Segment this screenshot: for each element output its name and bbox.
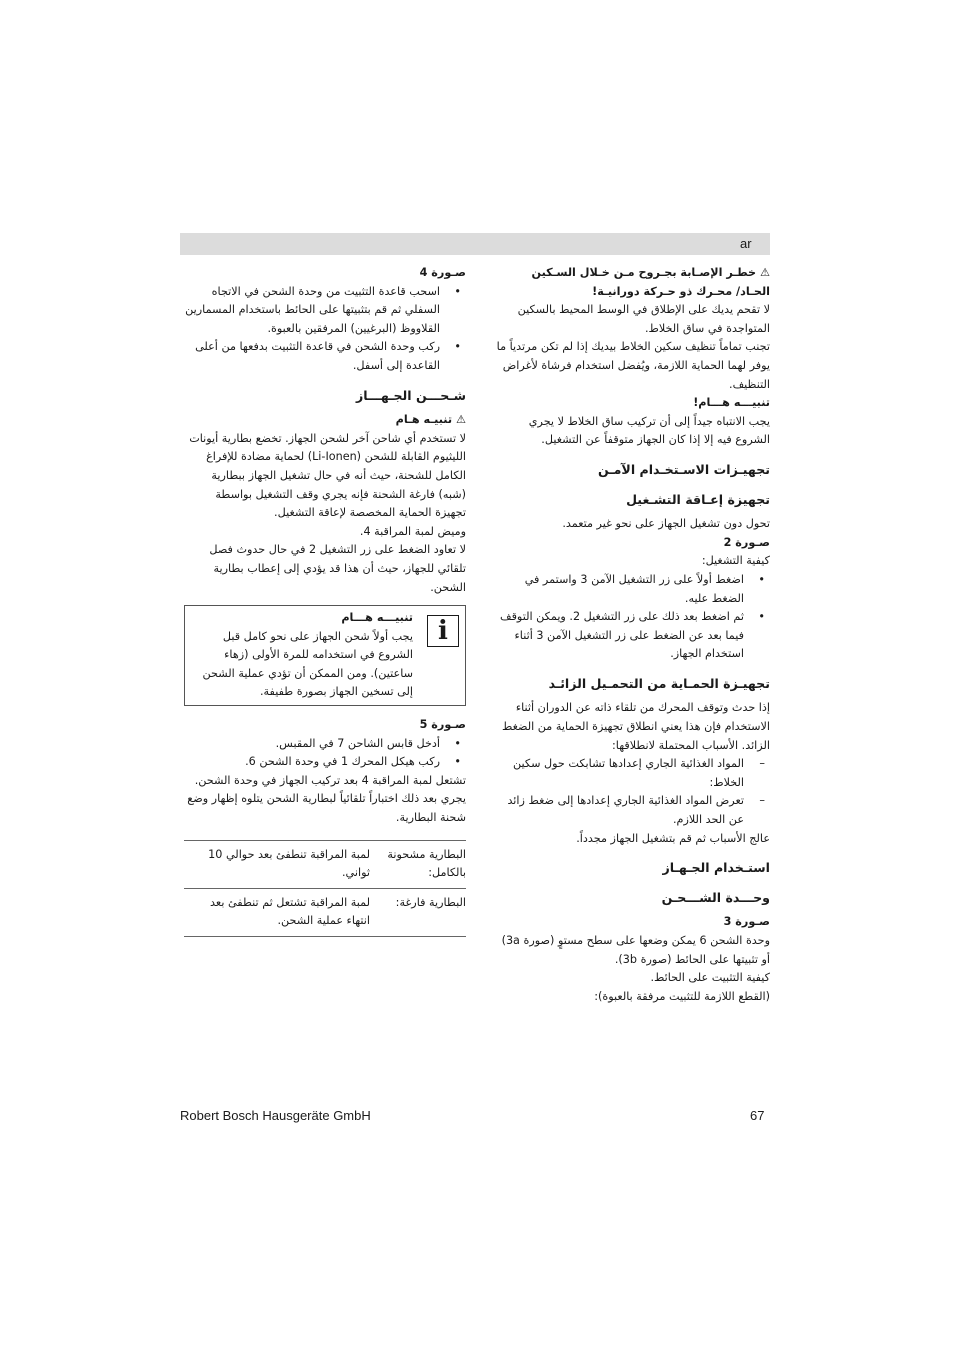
status-key: البطارية فارغة: [395, 895, 466, 909]
figure-4-label: صـورة 4 [419, 266, 466, 279]
important-title-2: ⚠ تنبيـه هـام [395, 413, 466, 427]
charger-body: وحدة الشحن 6 يمكن وضعها على سطح مستوٍ (صورة 3a) أو تثبيتها على الحائط (صورة 3b). [501, 934, 770, 966]
list-item: • ثم اضغط بعد ذلك على زر التشغيل 2. ويمكن التوقف فيما بعد عن الضغط على زر التشغيل الآمن 3 أثناء استخدام الجهاز. [496, 608, 770, 664]
important-body-3: لا تعاود الضغط على زر التشغيل 2 في حال حدوث فصل تلقائي للجهاز، حيث أن هذا قد يؤدي إلى إعطاب بطارية الشحن. [209, 543, 466, 594]
list-item: • ركب وحدة الشحن في قاعدة التثبيت بدفعها من أعلى القاعدة إلى أسفل. [184, 338, 466, 375]
warning-title: ⚠ خطـر الإصـابة بجـروح مـن خـلال السـكين الحـاد/ محـرك ذو حـركة دورانيـة! [531, 266, 770, 298]
right-column [496, 264, 770, 1006]
list-item: • اسحب قاعدة التثبيت من وحدة الشحن في الاتجاه السفلي ثم قم بتثبيتها على الحائط باستخدام المسمارين القلاووظ (البرغيين) المرفقين بالعبوة. [184, 283, 466, 339]
warning-icon: ⚠ [452, 413, 466, 427]
footer-page-number: 67 [750, 1108, 765, 1123]
info-icon: i [427, 615, 459, 647]
warning-icon: ⚠ [756, 266, 770, 279]
warning-body-2: تجنب تماماً تنظيف سكين الخلاط بيديك إذا لم تكن مرتدياً ما يوفر لهما الحماية اللازمة، ويُفضل استخدام فرشاة لأغراض التنظيف. [496, 340, 770, 391]
important-body-2: لا تستخدم أي شاحن آخر لشحن الجهاز. تخضع بطارية أيونات الليثيوم القابلة للشحن (Li-Ionen) لحماية مضادة للإفراغ الكامل للشحنة، حيث أنه في حال تشغيل الجهاز ببطارية (شبه) فارغة الشحنة فإنه يجري وقف التشغيل بواسطة تجهيزة الحماية المخصصة لإعاقة التشغيل. [189, 431, 466, 520]
table-row [184, 888, 466, 936]
warning-body: لا تقحم يديك على الإطلاق في الوسط المحيط بالسكين المتواجدة في ساق الخلاط. [517, 303, 770, 335]
overload-causes [496, 755, 770, 829]
list-item: – تعرض المواد الغذائية الجاري إعدادها إلى ضغط زائد عن الحد اللازم. [496, 792, 770, 829]
wall-parts: (القطع اللازمة للتثبيت مرفقة بالعبوة): [594, 989, 770, 1003]
list-item: • ركب هيكل المحرك 1 في وحدة الشحن 6. [184, 753, 466, 772]
list-item: • اضغط أولاً على زر التشغيل الآمن 3 واستمر في الضغط عليه. [496, 571, 770, 608]
header-band [180, 233, 770, 255]
lock-steps [496, 571, 770, 664]
heading-safety: تجهيـزات الاسـتخـدام الآمـن [598, 461, 770, 477]
status-value: لمبة المراقبة تنطفئ بعد حوالي 10 ثواني. [208, 847, 370, 880]
status-key: البطارية مشحونة بالكامل: [387, 847, 466, 880]
mount-steps [184, 283, 466, 376]
heading-charger: وحـــدة الشـــحـن [661, 889, 770, 905]
overload-fix: عالج الأسباب ثم قم بتشغيل الجهاز مجدداً. [576, 831, 770, 845]
list-item: – المواد الغذائية الجاري إعدادها تشابكت حول سكين الخلاط: [496, 755, 770, 792]
heading-overload: تجهيـزة الحمـاية من التحمـيل الزائـد [548, 675, 770, 691]
indicator-lamp-note: ومیض لمبة المراقبة 4. [359, 524, 466, 538]
status-value: لمبة المراقبة تشتعل ثم تنطفئ بعد انتهاء عملية الشحن. [210, 895, 370, 928]
howto-label: كيفية التشغيل: [701, 554, 770, 568]
figure-3-label: صـورة 3 [723, 915, 770, 929]
table-row [184, 840, 466, 888]
note-title: تنبيـــه هـــام [341, 611, 413, 625]
heading-use: استـخدام الجـهـاز [662, 860, 770, 876]
figure-2-label: صـورة 2 [723, 535, 770, 549]
heading-lock: تجهيزة إعـاقة التشـغيل [626, 491, 770, 507]
wall-howto: كيفية التثبيت على الحائط. [650, 971, 770, 985]
charge-body: تشتعل لمبة المراقبة 4 بعد تركيب الجهاز في وحدة الشحن. يجري بعد ذلك اختباراً تلقائياً لبطارية الشحن يتلوه إظهار وضع شحنة البطارية. [187, 773, 466, 825]
list-item: • أدخل قابس الشاحن 7 في المقبس. [184, 735, 466, 754]
info-note-box [184, 605, 466, 706]
lock-body: تحول دون تشغيل الجهاز على نحو غير متعمد. [562, 517, 770, 531]
note-body: يجب أولاً شحن الجهاز على نحو كامل قبل الشروع في استخدامه للمرة الأولى (زهاء ساعتين). ومن الممكن أن تؤدي عملية الشحن إلى تسخين الجهاز بصورة طفيفة. [202, 629, 413, 699]
important-body: يجب الانتباه جيداً إلى أن تركيب ساق الخلاط لا يجري الشروع فيه إلا إذا كان الجهاز متوقفاً عن التشغيل. [528, 414, 770, 447]
language-code: ar [740, 236, 752, 251]
overload-body: إذا حدث وتوقف المحرك من تلقاء ذاته عن الدوران أثناء الاستخدام فإن هذا يعني انطلاق تجهيزة الحماية من الضغط الزائد. الأسباب المحتملة لانطلاقها: [501, 701, 770, 752]
figure-5-label: صـورة 5 [419, 718, 466, 732]
heading-charging: شـحـــن الجـهـــاز [355, 387, 466, 403]
left-column [184, 264, 466, 937]
footer-company: Robert Bosch Hausgeräte GmbH [180, 1108, 371, 1123]
charge-steps [184, 735, 466, 772]
important-title: تنبيـــه هـــام! [693, 396, 770, 410]
status-table [184, 840, 466, 937]
